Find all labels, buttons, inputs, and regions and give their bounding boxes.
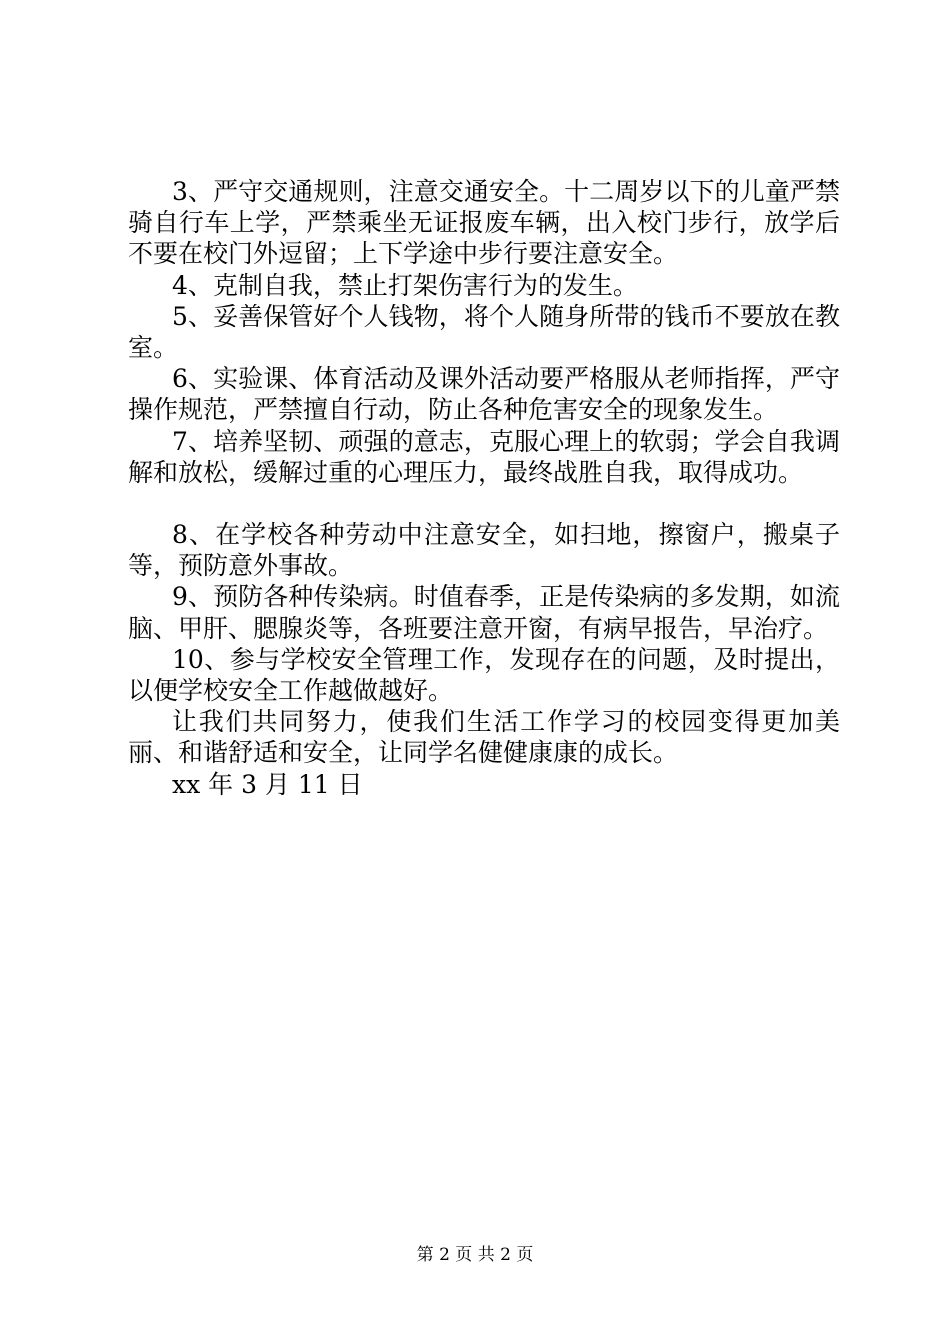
- closing-paragraph: 让我们共同努力，使我们生活工作学习的校园变得更加美丽、和谐舒适和安全，让同学名健健康康的成长。: [128, 707, 840, 768]
- document-date: xx 年 3 月 11 日: [172, 769, 363, 799]
- paragraph-item-7: 7、培养坚韧、顽强的意志，克服心理上的软弱；学会自我调解和放松，缓解过重的心理压力，最终战胜自我，取得成功。: [128, 426, 840, 487]
- paragraph-item-8: 8、在学校各种劳动中注意安全，如扫地，擦窗户，搬桌子等，预防意外事故。: [128, 520, 840, 581]
- paragraph-item-3: 3、严守交通规则，注意交通安全。十二周岁以下的儿童严禁骑自行车上学，严禁乘坐无证报废车辆，出入校门步行，放学后不要在校门外逗留；上下学途中步行要注意安全。: [128, 177, 840, 269]
- paragraph-item-10: 10、参与学校安全管理工作，发现存在的问题，及时提出，以便学校安全工作越做越好。: [128, 644, 840, 706]
- paragraph-item-6: 6、实验课、体育活动及课外活动要严格服从老师指挥，严守操作规范，严禁擅自行动，防止各种危害安全的现象发生。: [128, 364, 840, 425]
- paragraph-item-9: 9、预防各种传染病。时值春季，正是传染病的多发期，如流脑、甲肝、腮腺炎等，各班要注意开窗，有病早报告，早治疗。: [128, 582, 840, 643]
- paragraph-item-5: 5、妥善保管好个人钱物，将个人随身所带的钱币不要放在教室。: [128, 301, 840, 363]
- paragraph-item-4: 4、克制自我，禁止打架伤害行为的发生。: [172, 270, 638, 300]
- document-body: [128, 176, 840, 800]
- page-number-footer: 第 2 页 共 2 页: [416, 1245, 534, 1265]
